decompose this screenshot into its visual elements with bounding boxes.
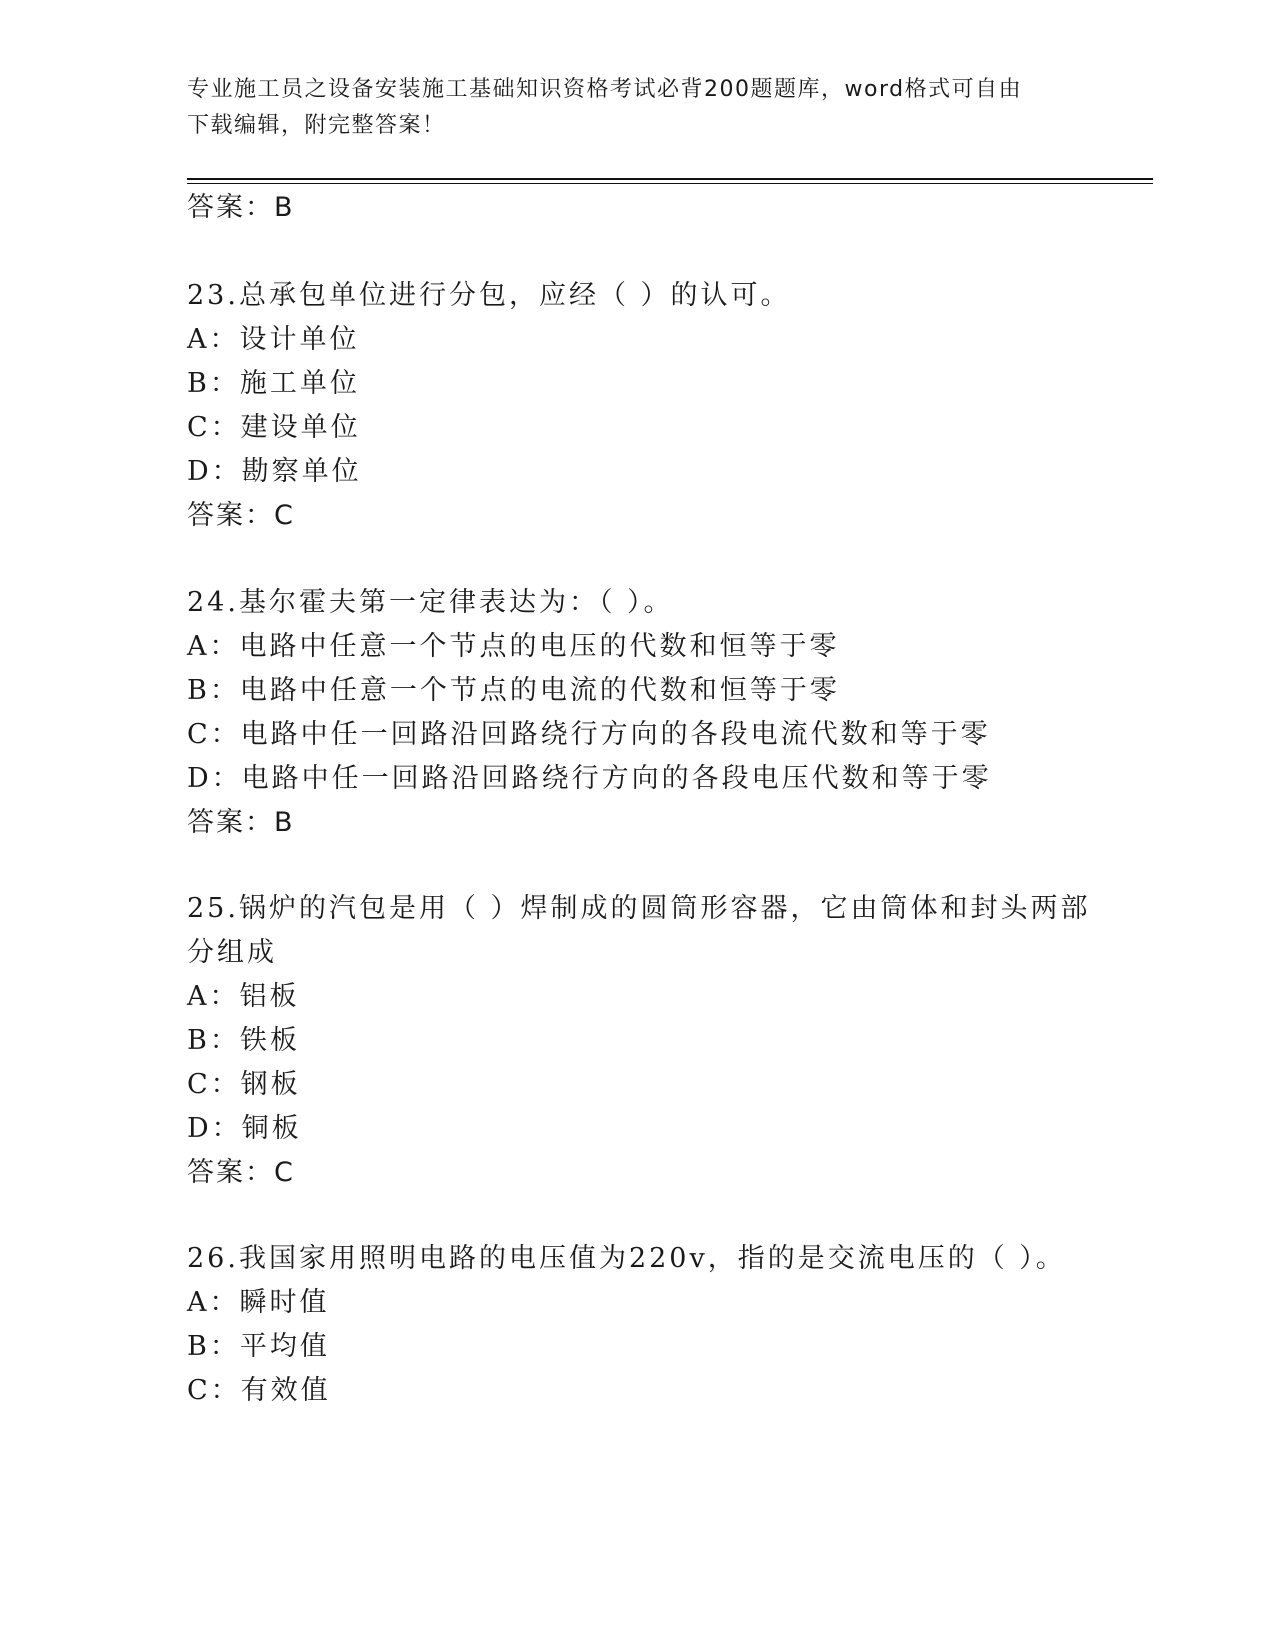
answer-line: 答案：C — [187, 1157, 295, 1188]
option-c: C：有效值 — [187, 1375, 331, 1406]
option-a: A：设计单位 — [187, 324, 360, 355]
option-b: B：铁板 — [187, 1025, 300, 1056]
option-c: C：建设单位 — [187, 412, 361, 443]
question-stem-continued: 分组成 — [187, 937, 277, 968]
question-stem: 25.锅炉的汽包是用（ ）焊制成的圆筒形容器，它由筒体和封头两部 — [187, 893, 1091, 924]
header-line-2: 下载编辑，附完整答案！ — [187, 113, 446, 138]
option-c: C：电路中任一回路沿回路绕行方向的各段电流代数和等于零 — [187, 719, 991, 750]
option-a: A：瞬时值 — [187, 1287, 330, 1318]
option-a: A：铝板 — [187, 981, 300, 1012]
answer-line: 答案：B — [187, 807, 295, 838]
option-b: B：施工单位 — [187, 368, 360, 399]
answer-line: 答案：B — [187, 192, 295, 223]
answer-line: 答案：C — [187, 500, 295, 531]
header-line-1: 专业施工员之设备安装施工基础知识资格考试必背200题题库，word格式可自由 — [187, 77, 1023, 102]
option-c: C：钢板 — [187, 1069, 301, 1100]
question-stem: 24.基尔霍夫第一定律表达为：（ ）。 — [187, 587, 674, 618]
question-stem: 26.我国家用照明电路的电压值为220v，指的是交流电压的（ ）。 — [187, 1243, 1066, 1274]
option-a: A：电路中任意一个节点的电压的代数和恒等于零 — [187, 631, 840, 662]
header-rule-thick — [187, 178, 1153, 180]
option-d: D：电路中任一回路沿回路绕行方向的各段电压代数和等于零 — [187, 763, 992, 794]
header-rule-thin — [187, 183, 1153, 184]
option-b: B：电路中任意一个节点的电流的代数和恒等于零 — [187, 675, 840, 706]
option-d: D：勘察单位 — [187, 456, 362, 487]
option-d: D：铜板 — [187, 1113, 302, 1144]
option-b: B：平均值 — [187, 1331, 330, 1362]
question-stem: 23.总承包单位进行分包，应经（ ）的认可。 — [187, 280, 791, 311]
page-header — [187, 72, 1067, 144]
